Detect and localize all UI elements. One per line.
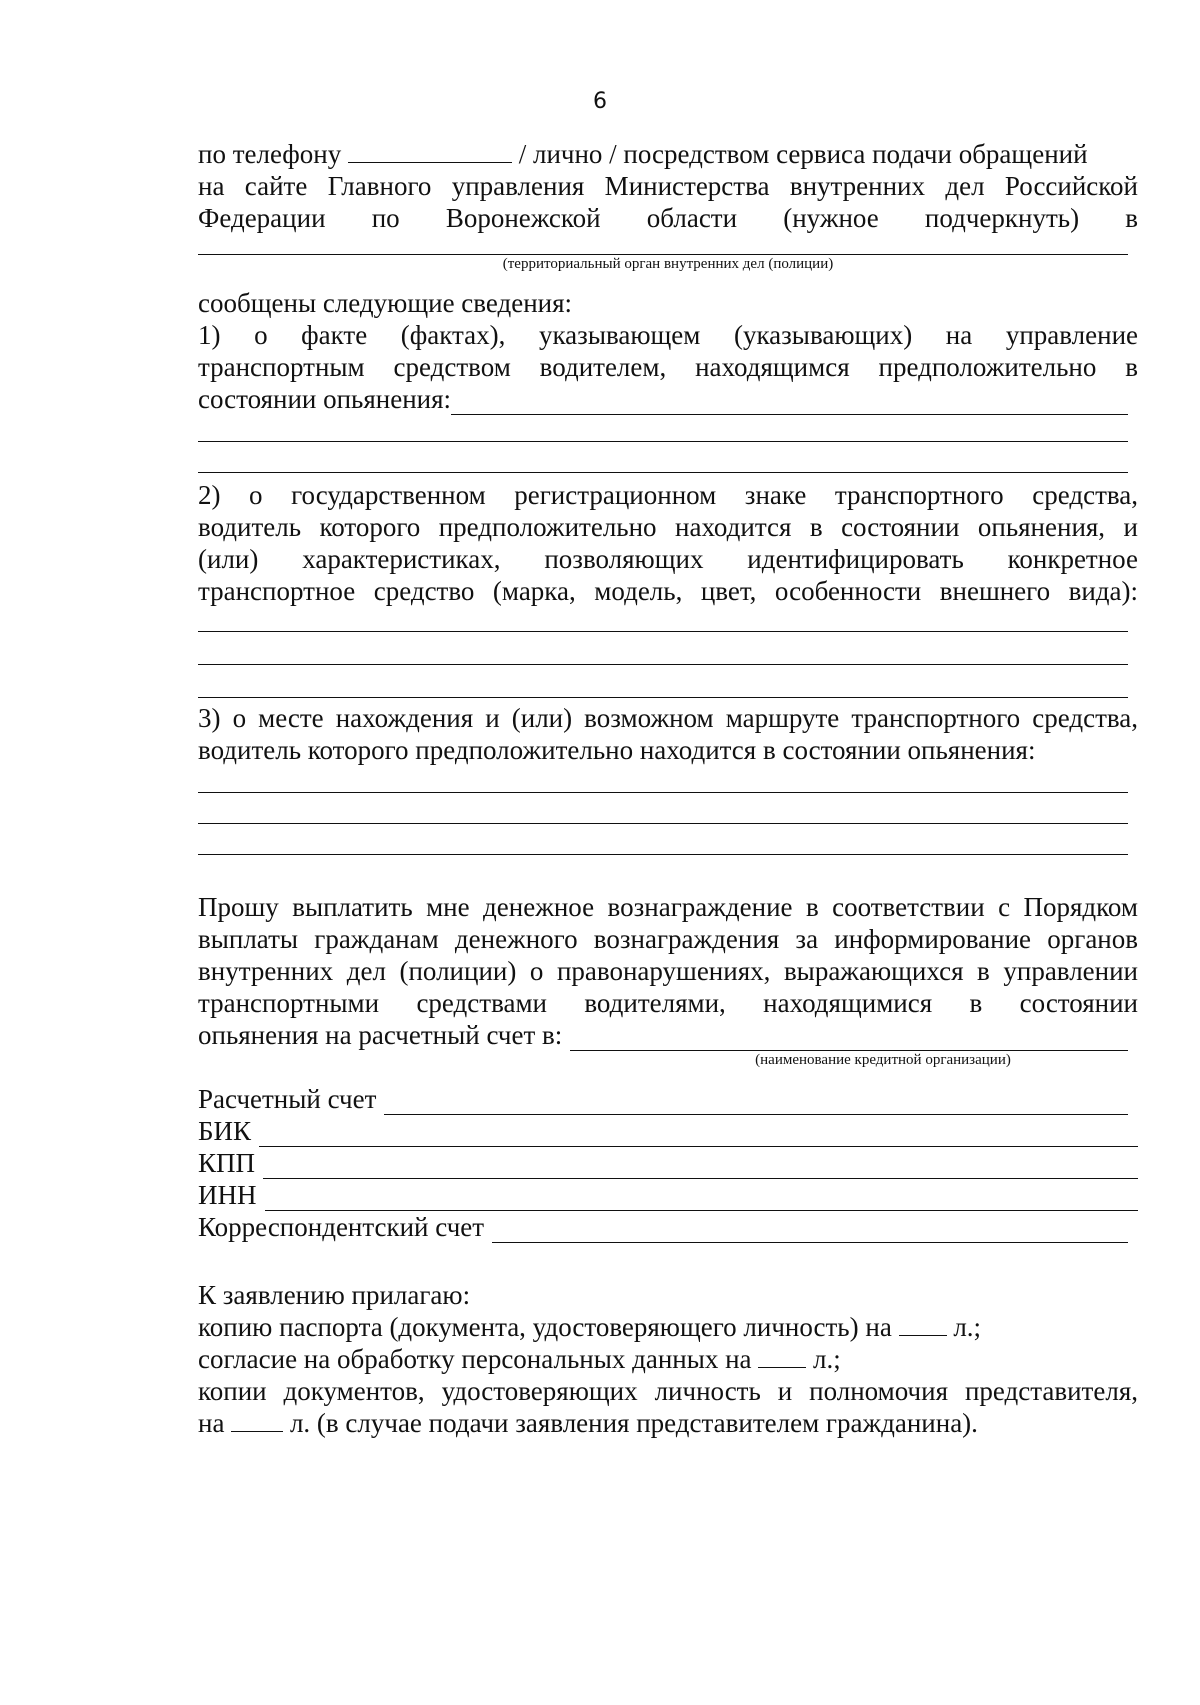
request-line-3: внутренних дел (полиции) о правонарушениях, выражающихся в управлении: [198, 956, 1138, 986]
attachments-title: К заявлению прилагаю:: [198, 1280, 471, 1310]
item2-line-1: 2) о государственном регистрационном знаке транспортного средства,: [198, 480, 1138, 510]
request-line-4: транспортными средствами водителями, находящимися в состоянии: [198, 988, 1138, 1018]
item1-label: состоянии опьянения:: [198, 384, 452, 414]
bik-row: [198, 1115, 1138, 1147]
police-body-blank[interactable]: [198, 234, 1128, 255]
attachment-consent: [198, 1343, 1138, 1375]
item1-line-1: 1) о факте (фактах), указывающем (указывающих) на управление: [198, 320, 1138, 350]
attachment-passport: [198, 1311, 1138, 1343]
item1-line-2: транспортным средством водителем, находящимся предположительно в: [198, 352, 1138, 382]
item2-line-4: транспортное средство (марка, модель, цвет, особенности внешнего вида):: [198, 576, 1138, 606]
item2-line-3: (или) характеристиках, позволяющих идентифицировать конкретное: [198, 544, 1138, 574]
bik-label: БИК: [198, 1116, 252, 1146]
intro-line-3: Федерации по Воронежской области (нужное подчеркнуть) в: [198, 203, 1138, 233]
request-line-1: Прошу выплатить мне денежное вознаграждение в соответствии с Порядком: [198, 892, 1138, 922]
attachment-representative-text: л. (в случае подачи заявления представителем гражданина).: [289, 1408, 978, 1438]
bank-name-blank[interactable]: [570, 1026, 1128, 1051]
attachment-representative-line-2: [198, 1407, 1138, 1439]
item1-blank-inline[interactable]: [451, 390, 1128, 415]
request-line-2: выплаты гражданам денежного вознаграждения за информирование органов: [198, 924, 1138, 954]
item1-line-3: [198, 383, 1128, 415]
page-number: 6: [593, 89, 607, 114]
document-body: [198, 138, 1138, 1439]
item2-blank-1[interactable]: [198, 607, 1128, 632]
attachment-consent-unit: л.;: [813, 1344, 841, 1374]
item3-line-2: водитель которого предположительно находится в состоянии опьянения:: [198, 735, 1036, 765]
kpp-label: КПП: [198, 1148, 256, 1178]
account-label: Расчетный счет: [198, 1084, 377, 1114]
info-intro: сообщены следующие сведения:: [198, 288, 573, 318]
corr-label: Корреспондентский счет: [198, 1212, 485, 1242]
item3-line-1: 3) о месте нахождения и (или) возможном маршруте транспортного средства,: [198, 703, 1138, 733]
attachment-representative-line-1: копии документов, удостоверяющих личность и полномочия представителя,: [198, 1376, 1138, 1406]
representative-pages-blank[interactable]: [231, 1407, 283, 1432]
account-input[interactable]: [384, 1090, 1128, 1115]
police-body-caption: (территориальный орган внутренних дел (полиции): [502, 256, 834, 272]
kpp-input[interactable]: [263, 1154, 1138, 1179]
request-bank-label: опьянения на расчетный счет в:: [198, 1020, 563, 1050]
inn-label: ИНН: [198, 1180, 257, 1210]
intro-phone-label: по телефону: [198, 139, 342, 169]
item1-blank-1[interactable]: [198, 415, 1128, 442]
intro-line-2: на сайте Главного управления Министерства внутренних дел Российской: [198, 171, 1138, 201]
item3-blank-3[interactable]: [198, 824, 1128, 855]
item2-line-2: водитель которого предположительно находится в состоянии опьянения, и: [198, 512, 1138, 542]
passport-pages-blank[interactable]: [899, 1311, 947, 1336]
request-line-5: [198, 1019, 1128, 1051]
attachment-representative-prefix: на: [198, 1408, 225, 1438]
corr-row: [198, 1211, 1128, 1243]
corr-input[interactable]: [492, 1218, 1128, 1243]
intro-method-options: / лично / посредством сервиса подачи обращений: [518, 139, 1088, 169]
attachment-consent-text: согласие на обработку персональных данных на: [198, 1344, 752, 1374]
bank-name-caption: (наименование кредитной организации): [755, 1052, 1011, 1068]
consent-pages-blank[interactable]: [758, 1343, 806, 1368]
bik-input[interactable]: [259, 1122, 1138, 1147]
inn-input[interactable]: [265, 1186, 1139, 1211]
inn-row: [198, 1179, 1138, 1211]
phone-blank[interactable]: [348, 138, 512, 163]
intro-line-1: [198, 138, 1138, 170]
item3-blank-2[interactable]: [198, 793, 1128, 824]
item3-blank-1[interactable]: [198, 766, 1128, 793]
item2-blank-3[interactable]: [198, 665, 1128, 698]
kpp-row: [198, 1147, 1138, 1179]
item1-blank-2[interactable]: [198, 442, 1128, 473]
attachment-passport-unit: л.;: [953, 1312, 982, 1342]
attachment-passport-text: копию паспорта (документа, удостоверяющего личность) на: [198, 1312, 892, 1342]
account-row: [198, 1083, 1128, 1115]
item2-blank-2[interactable]: [198, 632, 1128, 665]
